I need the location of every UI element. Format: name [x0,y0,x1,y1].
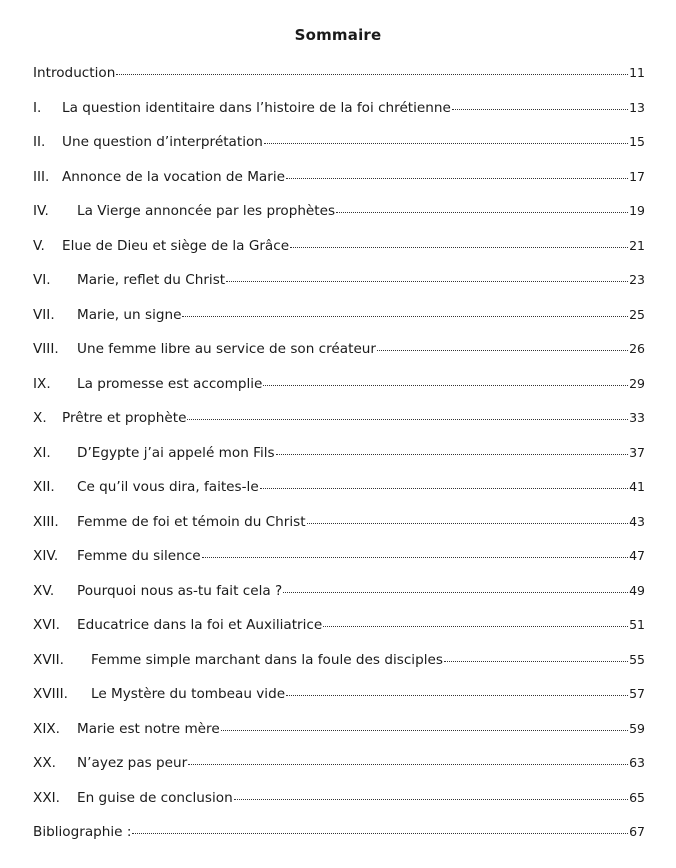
toc-entry-number: XX. [33,755,56,771]
toc-entry-10[interactable] [33,403,645,438]
dot-leader [444,661,628,662]
dot-leader [307,523,629,524]
toc-entry-number: X. [33,410,47,426]
toc-entry-number: VII. [33,306,55,323]
toc-entry-label: Marie, un signe [77,306,182,323]
toc-entry-number: VIII. [33,341,59,357]
toc-entry-label: En guise de conclusion [77,789,233,806]
toc-entry-18[interactable] [33,679,645,714]
toc-entry-page: 67 [629,824,645,839]
toc-entry-page: 47 [629,548,645,563]
dot-leader [260,488,628,489]
toc-entry-label: Prêtre et prophète [62,410,187,426]
toc-entry-page: 59 [629,720,645,736]
dot-leader [202,557,628,558]
toc-entry-page: 51 [629,617,645,632]
toc-entry-page: 17 [629,168,645,184]
toc-entry-12[interactable] [33,472,645,507]
dot-leader [132,833,628,834]
toc-entry-number: XVIII. [33,686,68,702]
toc-entry-label: Marie est notre mère [77,720,220,737]
toc-entry-number: XXI. [33,789,60,806]
toc-entry-label: D’Egypte j’ai appelé mon Fils [77,444,275,461]
toc-entry-15[interactable] [33,576,645,611]
toc-entry-page: 49 [629,582,645,598]
toc-entry-page: 23 [629,272,645,287]
toc-entry-4[interactable] [33,196,645,231]
dot-leader [188,764,628,765]
toc-entry-label: Ce qu’il vous dira, faites-le [77,479,259,495]
toc-entry-page: 43 [629,513,645,529]
toc-entry-number: II. [33,134,46,150]
toc-entry-page: 41 [629,479,645,494]
toc-entry-introduction[interactable] [33,58,645,93]
toc-entry-page: 25 [629,306,645,322]
toc-entry-label: Pourquoi nous as-tu fait cela ? [77,582,283,599]
toc-entry-page: 55 [629,651,645,667]
toc-entry-5[interactable] [33,231,645,266]
toc-entry-21[interactable] [33,783,645,818]
dot-leader [264,143,628,144]
dot-leader [286,695,628,696]
toc-entry-label: Introduction [33,65,116,81]
toc-entry-label: Femme simple marchant dans la foule des disciples [91,651,443,668]
toc-entry-page: 37 [629,444,645,460]
dot-leader [234,799,628,800]
toc-entry-label: Une femme libre au service de son créateur [77,341,377,357]
dot-leader [336,212,628,213]
toc-entry-3[interactable] [33,162,645,197]
toc-entry-page: 33 [629,410,645,425]
toc-entry-number: III. [33,168,50,185]
dot-leader [377,350,628,351]
toc-entry-label: Educatrice dans la foi et Auxiliatrice [77,617,323,633]
toc-entry-number: XVII. [33,651,64,668]
toc-entry-page: 21 [629,237,645,253]
toc-entry-page: 26 [629,341,645,356]
toc-entry-20[interactable] [33,748,645,783]
toc-entry-17[interactable] [33,645,645,680]
dot-leader [323,626,628,627]
toc-entry-page: 15 [629,134,645,149]
dot-leader [187,419,628,420]
toc-entry-13[interactable] [33,507,645,542]
toc-entry-label: Bibliographie : [33,824,132,840]
toc-entry-label: La promesse est accomplie [77,375,263,392]
toc-entry-number: XVI. [33,617,60,633]
toc-entry-page: 19 [629,203,645,218]
toc-entry-label: Annonce de la vocation de Marie [62,168,285,185]
dot-leader [226,281,628,282]
toc-entry-label: N’ayez pas peur [77,755,188,771]
dot-leader [452,109,628,110]
toc-entry-7[interactable] [33,300,645,335]
toc-entry-page: 57 [629,686,645,701]
toc-entry-page: 63 [629,755,645,770]
toc-entry-2[interactable] [33,127,645,162]
toc-entry-number: IV. [33,203,49,219]
dot-leader [182,316,628,317]
toc-entry-label: Marie, reflet du Christ [77,272,226,288]
dot-leader [116,74,628,75]
toc-entry-1[interactable] [33,93,645,128]
toc-entry-bibliographie[interactable] [33,817,645,852]
dot-leader [286,178,628,179]
toc-entry-14[interactable] [33,541,645,576]
dot-leader [290,247,628,248]
toc-entry-number: XII. [33,479,55,495]
toc-entry-label: Elue de Dieu et siège de la Grâce [62,237,290,254]
toc-entry-number: XIV. [33,548,59,564]
toc-entry-number: XIX. [33,720,60,737]
toc-entry-page: 29 [629,375,645,391]
toc-entry-number: VI. [33,272,51,288]
dot-leader [283,592,628,593]
toc-entry-11[interactable] [33,438,645,473]
toc-entry-page: 65 [629,789,645,805]
toc-entry-page: 13 [629,99,645,115]
dot-leader [263,385,628,386]
dot-leader [221,730,628,731]
dot-leader [276,454,629,455]
toc-entry-9[interactable] [33,369,645,404]
toc-entry-19[interactable] [33,714,645,749]
toc-entry-8[interactable] [33,334,645,369]
toc-entry-number: V. [33,237,45,254]
toc-entry-16[interactable] [33,610,645,645]
toc-entry-page: 11 [629,65,645,80]
table-of-contents [33,58,645,852]
toc-entry-6[interactable] [33,265,645,300]
toc-entry-label: Une question d’interprétation [62,134,263,150]
toc-entry-label: Femme du silence [77,548,201,564]
toc-entry-number: I. [33,99,42,116]
toc-entry-label: Femme de foi et témoin du Christ [77,513,306,530]
toc-entry-label: Le Mystère du tombeau vide [91,686,286,702]
toc-entry-label: La Vierge annoncée par les prophètes [77,203,336,219]
toc-entry-number: XIII. [33,513,59,530]
toc-entry-number: IX. [33,375,51,392]
toc-entry-number: XV. [33,582,55,599]
page-title: Sommaire [294,26,382,44]
toc-entry-number: XI. [33,444,51,461]
toc-entry-label: La question identitaire dans l’histoire de la foi chrétienne [62,99,451,116]
